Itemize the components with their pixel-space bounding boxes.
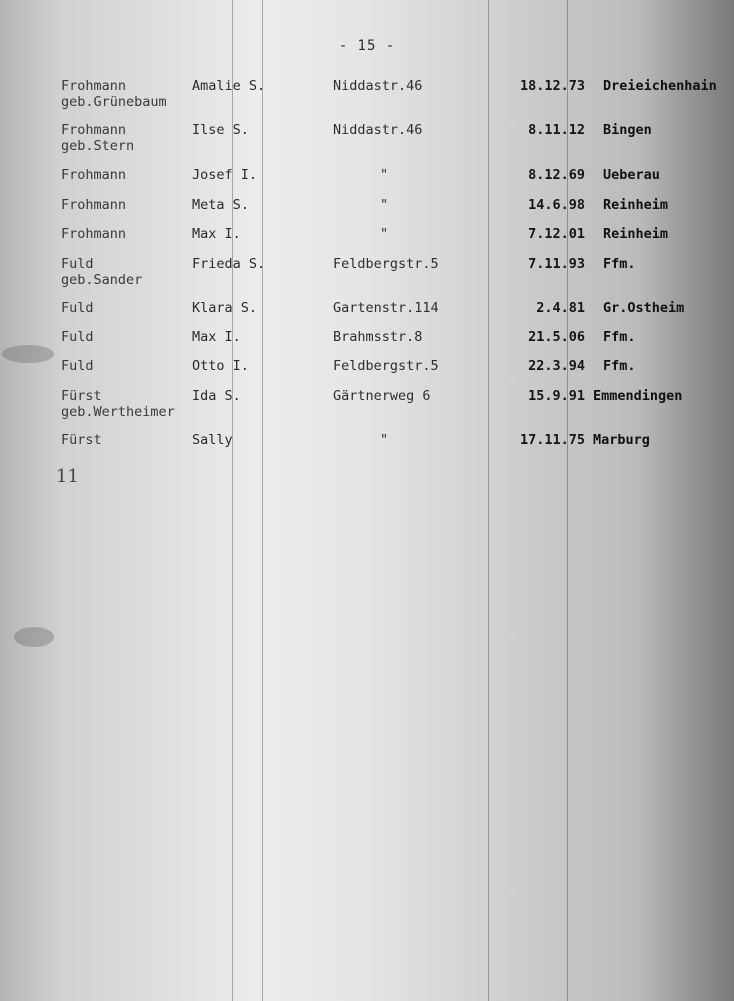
table-row — [0, 388, 734, 422]
first-name-cell: Ilse S. — [192, 122, 249, 138]
birthplace-cell: Dreieichenhain — [603, 78, 717, 94]
street-cell: " — [380, 197, 389, 213]
birthplace-cell: Ffm. — [603, 358, 636, 374]
birthplace-cell: Marburg — [593, 432, 650, 448]
birth-date-cell: 2.4.81 — [536, 300, 585, 316]
table-row — [0, 122, 734, 156]
handwritten-mark: 11 — [56, 466, 79, 487]
street-cell: " — [380, 432, 389, 448]
birthplace-cell: Bingen — [603, 122, 652, 138]
surname-cell: Fuld geb.Sander — [61, 256, 143, 288]
birth-date-cell: 8.11.12 — [528, 122, 585, 138]
first-name-cell: Amalie S. — [192, 78, 266, 94]
surname-cell: Frohmann — [61, 167, 127, 183]
table-row — [0, 78, 734, 112]
maiden-name: geb.Sander — [61, 272, 143, 288]
birth-date-cell: 17.11.75 — [519, 432, 585, 448]
ink-smudge — [14, 627, 54, 647]
first-name-cell: Max I. — [192, 226, 241, 242]
surname-cell: Frohmann geb.Grünebaum — [61, 78, 167, 110]
street-cell: Feldbergstr.5 — [333, 358, 439, 374]
birth-date-cell: 7.12.01 — [528, 226, 585, 242]
birth-date-cell: 8.12.69 — [528, 167, 585, 183]
birthplace-cell: Reinheim — [603, 197, 669, 213]
surname-cell: Fürst geb.Wertheimer — [61, 388, 175, 420]
surname-cell: Frohmann — [61, 197, 127, 213]
birthplace-cell: Emmendingen — [593, 388, 683, 404]
page-number: - 15 - — [338, 38, 396, 54]
first-name-cell: Sally — [192, 432, 233, 448]
first-name-cell: Otto I. — [192, 358, 249, 374]
street-cell: Gärtnerweg 6 — [333, 388, 431, 404]
maiden-name: geb.Wertheimer — [61, 404, 175, 420]
street-cell: Niddastr.46 — [333, 78, 423, 94]
table-row — [0, 226, 734, 260]
maiden-name: geb.Stern — [61, 138, 135, 154]
birth-date-cell: 15.9.91 — [528, 388, 585, 404]
first-name-cell: Josef I. — [192, 167, 258, 183]
street-cell: Niddastr.46 — [333, 122, 423, 138]
street-cell: Gartenstr.114 — [333, 300, 439, 316]
surname-cell: Fuld — [61, 329, 94, 345]
first-name-cell: Klara S. — [192, 300, 258, 316]
table-row — [0, 358, 734, 392]
birth-date-cell: 14.6.98 — [528, 197, 585, 213]
birth-date-cell: 7.11.93 — [528, 256, 585, 272]
first-name-cell: Ida S. — [192, 388, 241, 404]
birthplace-cell: Ffm. — [603, 329, 636, 345]
birth-date-cell: 21.5.06 — [528, 329, 585, 345]
maiden-name: geb.Grünebaum — [61, 94, 167, 110]
birth-date-cell: 18.12.73 — [519, 78, 585, 94]
first-name-cell: Frieda S. — [192, 256, 266, 272]
surname-cell: Frohmann geb.Stern — [61, 122, 135, 154]
surname-cell: Fuld — [61, 300, 94, 316]
street-cell: " — [380, 226, 389, 242]
table-row — [0, 256, 734, 290]
table-row — [0, 432, 734, 466]
birthplace-cell: Ffm. — [603, 256, 636, 272]
birth-date-cell: 22.3.94 — [528, 358, 585, 374]
birthplace-cell: Reinheim — [603, 226, 669, 242]
birthplace-cell: Ueberau — [603, 167, 660, 183]
street-cell: " — [380, 167, 389, 183]
table-row — [0, 167, 734, 201]
first-name-cell: Meta S. — [192, 197, 249, 213]
street-cell: Brahmsstr.8 — [333, 329, 423, 345]
birthplace-cell: Gr.Ostheim — [603, 300, 685, 316]
surname-cell: Frohmann — [61, 226, 127, 242]
street-cell: Feldbergstr.5 — [333, 256, 439, 272]
surname-cell: Fürst — [61, 432, 102, 448]
first-name-cell: Max I. — [192, 329, 241, 345]
surname-cell: Fuld — [61, 358, 94, 374]
